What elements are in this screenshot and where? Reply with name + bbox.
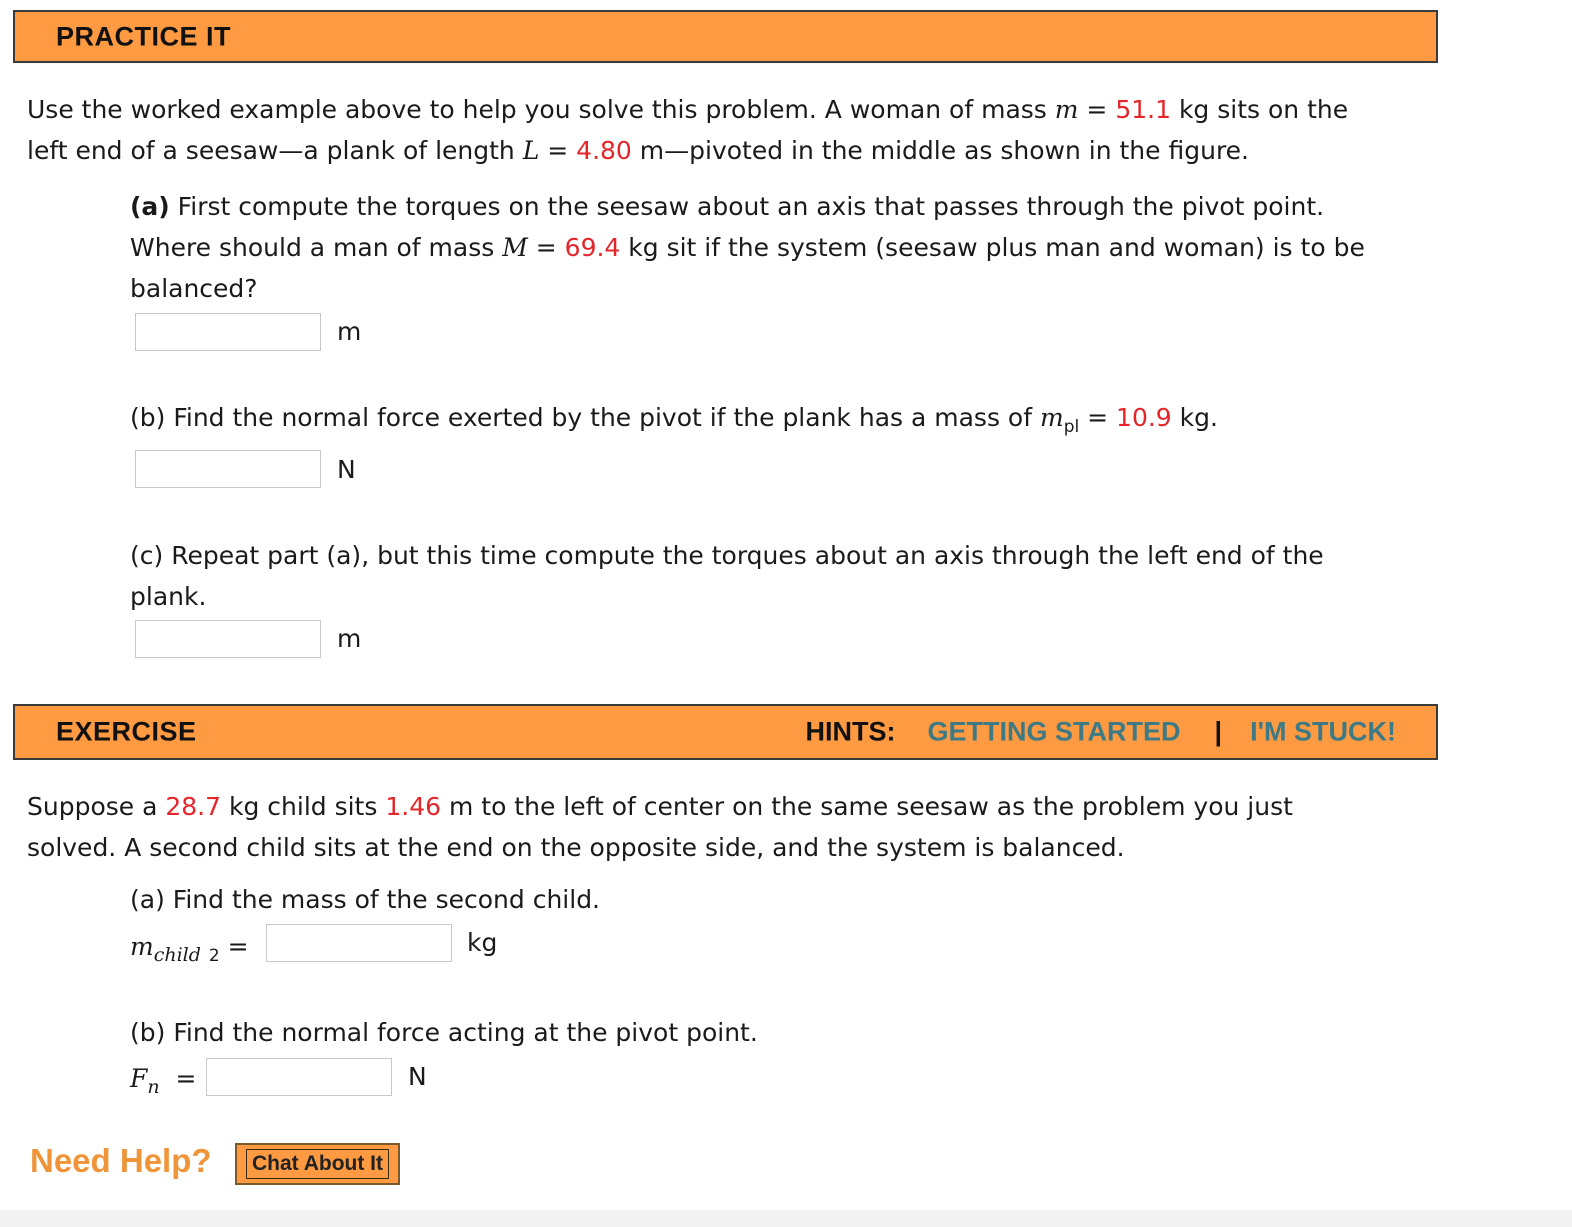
practice-part-a-unit: m	[337, 317, 362, 346]
practice-part-b-input[interactable]	[135, 450, 321, 488]
exercise-intro: Suppose a 28.7 kg child sits 1.46 m to the left of center on the same seesaw as the problem you just solved. A second child sits at the end on the opposite side, and the system is balanced.	[27, 792, 1293, 862]
chat-about-it-label: Chat About It	[246, 1149, 389, 1179]
exercise-part-a-unit: kg	[467, 928, 498, 957]
practice-intro	[27, 89, 1348, 171]
practice-it-banner	[13, 10, 1438, 63]
woman-mass-value: 51.1	[1115, 95, 1171, 124]
practice-intro-line-2: left end of a seesaw—a plank of length L = 4.80 m—pivoted in the middle as shown in the figure.	[27, 136, 1249, 165]
exercise-part-a-label: $m_{child}$ $_2$ =	[130, 932, 249, 966]
footer-strip	[0, 1210, 1572, 1227]
need-help-label: Need Help?	[30, 1142, 212, 1179]
exercise-normal-force-input[interactable]	[206, 1058, 392, 1096]
hints-separator: |	[1214, 716, 1223, 747]
practice-part-c-input[interactable]	[135, 620, 321, 658]
hints-bar	[806, 717, 1396, 748]
practice-part-b-unit: N	[337, 455, 356, 484]
getting-started-link[interactable]: GETTING STARTED	[927, 716, 1181, 747]
chat-about-it-button[interactable]	[235, 1143, 400, 1185]
plank-length-value: 4.80	[576, 136, 632, 165]
practice-part-b-question: (b) Find the normal force exerted by the pivot if the plank has a mass of $m_{pl} = 10.9$ kg.	[130, 403, 1218, 437]
im-stuck-link[interactable]: I'M STUCK!	[1250, 716, 1396, 747]
hints-label: HINTS:	[805, 716, 896, 747]
exercise-part-a-question: (a) Find the mass of the second child.	[130, 885, 601, 914]
practice-part-c-unit: m	[337, 624, 362, 653]
practice-intro-line-1: Use the worked example above to help you solve this problem. A woman of mass m = 51.1 kg sits on the	[27, 95, 1349, 124]
exercise-part-b-label: $F_n$ =	[130, 1064, 197, 1098]
practice-it-title: PRACTICE IT	[56, 21, 232, 51]
child-distance-value: 1.46	[385, 792, 442, 821]
child-mass-value: 28.7	[165, 792, 222, 821]
plank-mass-value: 10.9	[1116, 403, 1172, 432]
practice-part-c-question: (c) Repeat part (a), but this time compute the torques about an axis through the left end of the plank.	[130, 541, 1324, 611]
exercise-title: EXERCISE	[56, 716, 197, 747]
practice-part-a-input[interactable]	[135, 313, 321, 351]
practice-part-a-question: (a) First compute the torques on the seesaw about an axis that passes through the pivot point. Where should a man of mass M = 69.4 kg sit if the system (seesaw plus man and woman) is to be balanced?	[130, 192, 1365, 303]
exercise-part-b-question: (b) Find the normal force acting at the pivot point.	[130, 1018, 758, 1047]
man-mass-value: 69.4	[564, 233, 621, 262]
exercise-part-b-unit: N	[408, 1062, 427, 1091]
exercise-mass-child-2-input[interactable]	[266, 924, 452, 962]
exercise-banner	[13, 704, 1438, 760]
